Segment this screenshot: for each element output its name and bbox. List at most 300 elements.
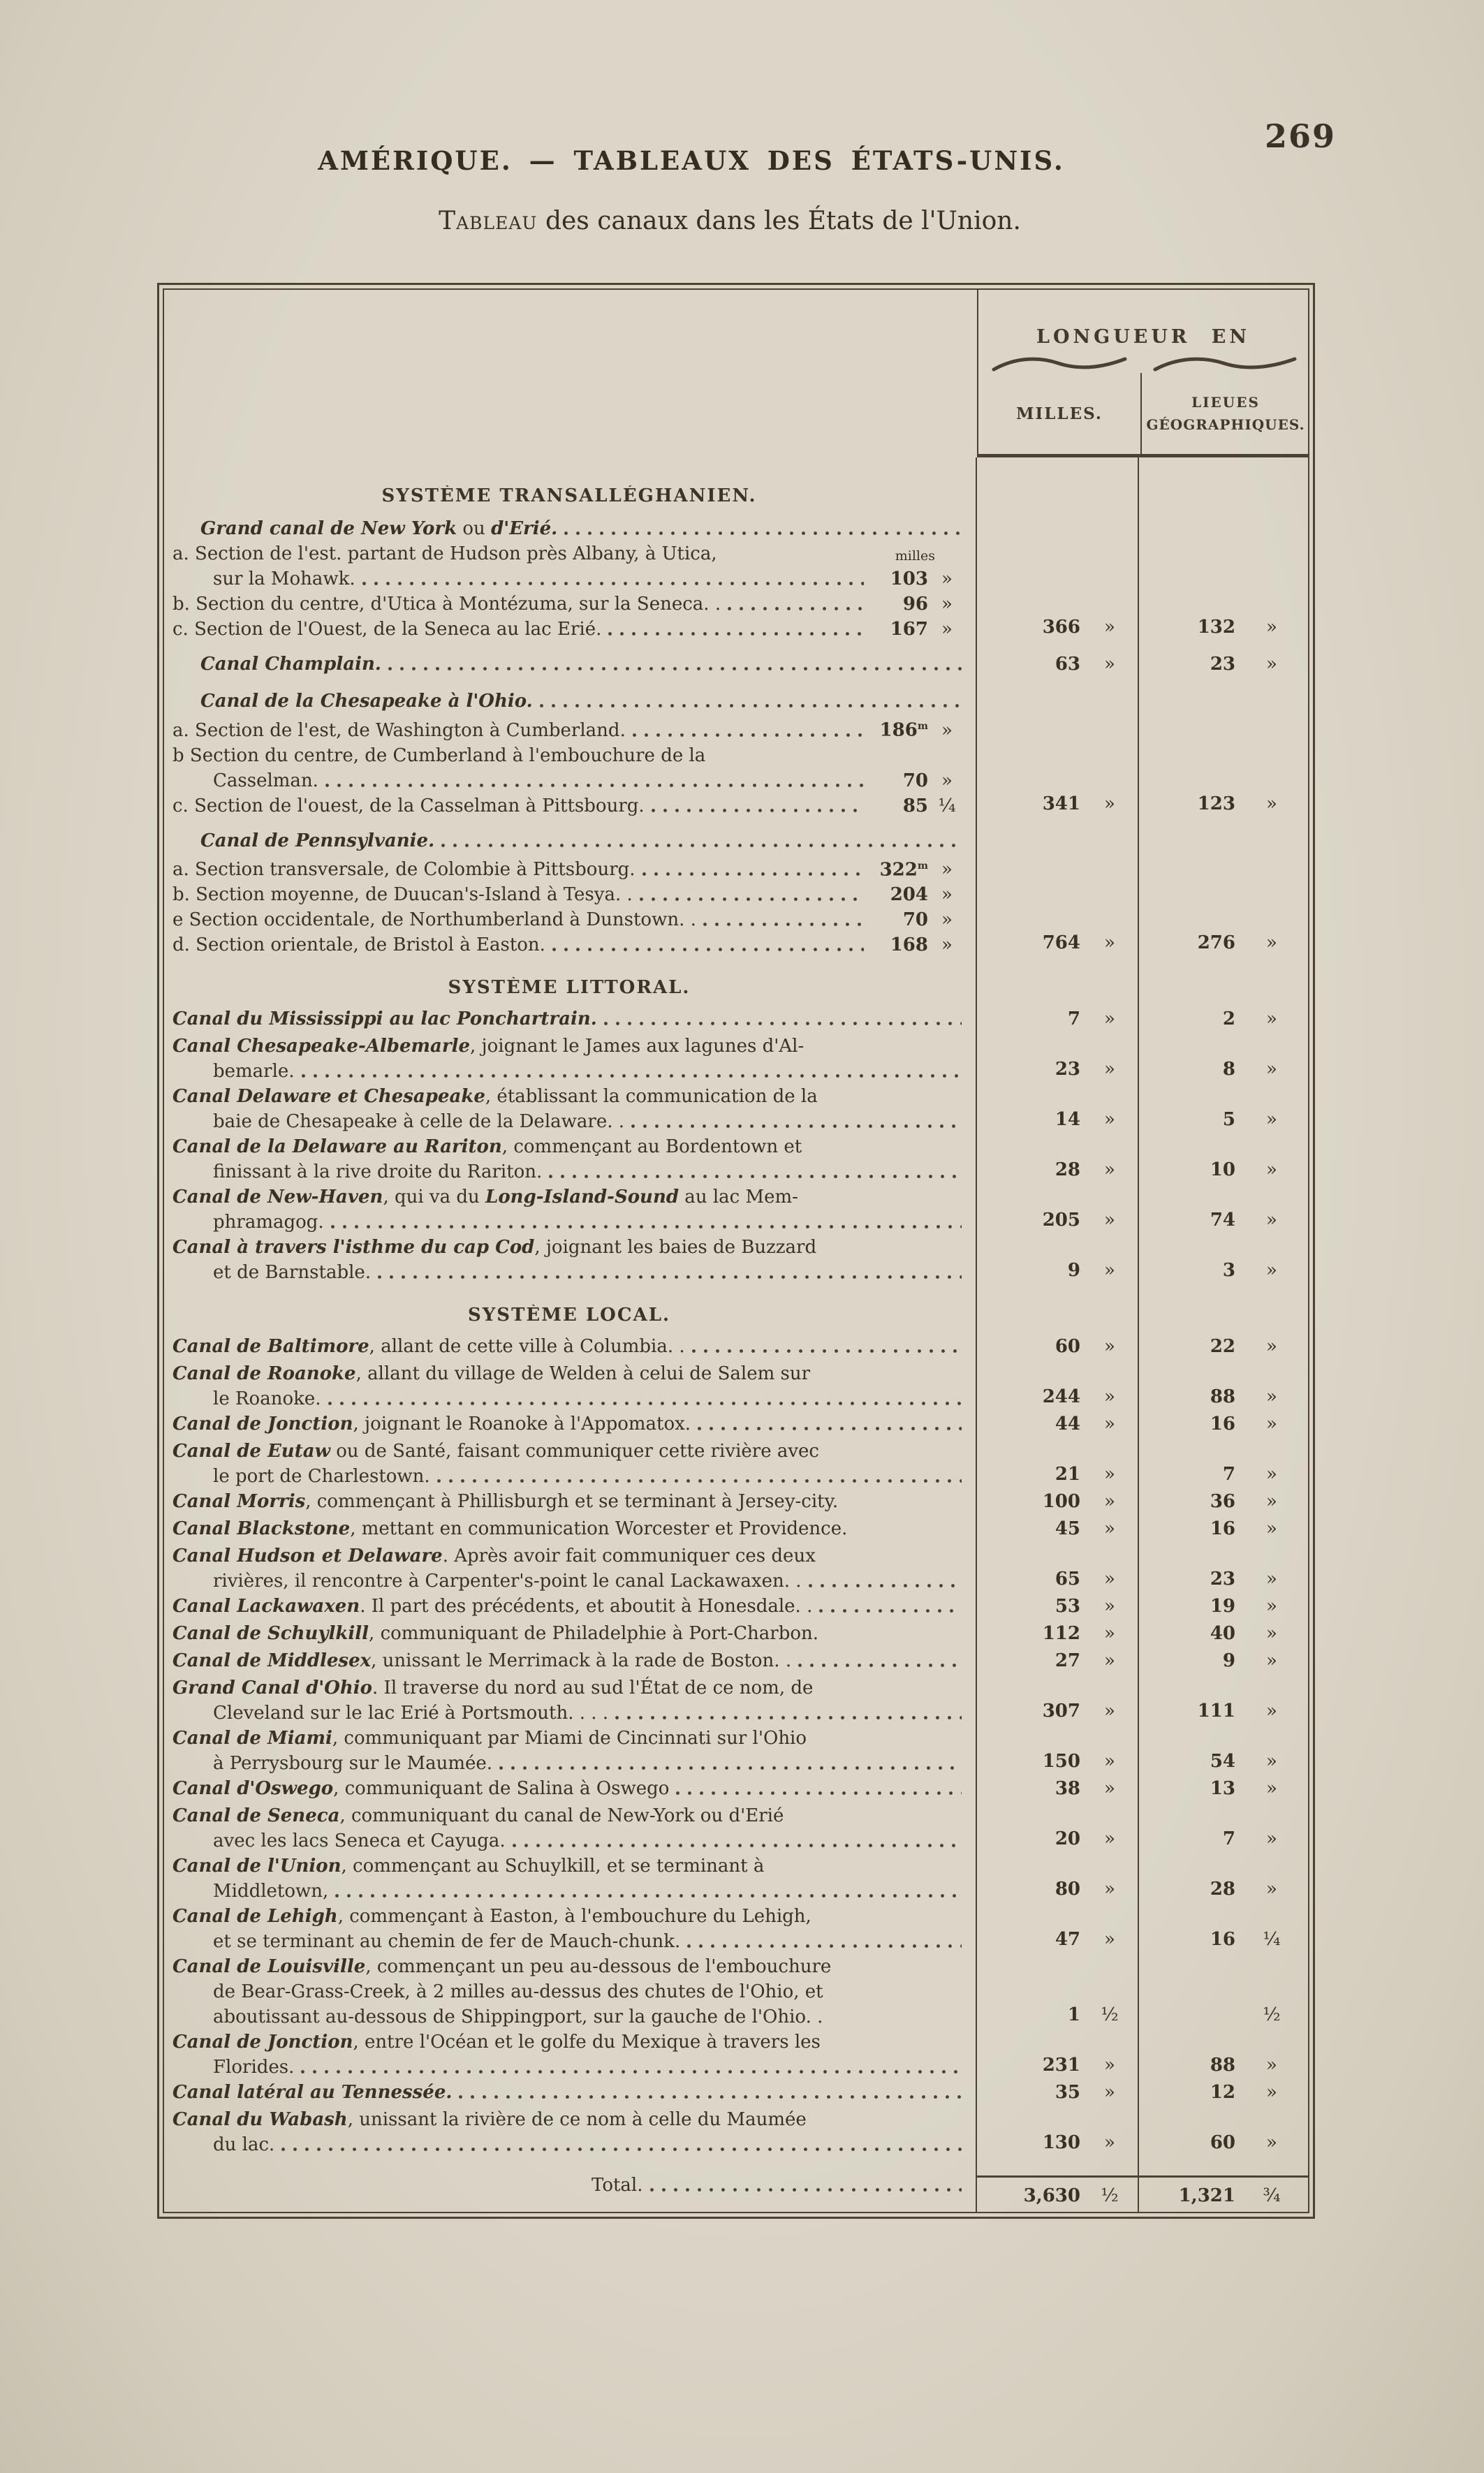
dot-leader [615, 1716, 962, 1719]
entry-text: , commençant à Easton, à l'embouchure du Lehigh, [337, 1906, 811, 1928]
total-label-line [172, 2173, 966, 2198]
ditto-mark: » [941, 934, 953, 956]
ditto-mark: » [1266, 1260, 1277, 1282]
canal-name: Canal à travers l'isthme du cap Cod [172, 1237, 535, 1258]
entry-line [172, 1569, 966, 1594]
entry-line [172, 1979, 966, 2004]
table-row [164, 1334, 1308, 1361]
milles-cell [977, 1803, 1139, 1854]
length-number: 167 [890, 619, 928, 640]
designation-header-blank [164, 290, 977, 457]
milles-cell [977, 2107, 1139, 2157]
section-title: SYSTÈME LOCAL. [467, 1305, 671, 1326]
milles-cell [977, 1235, 1139, 1285]
table-row [164, 2080, 1308, 2107]
lieues-value: 7 [1222, 1464, 1235, 1485]
canal-name: Grand Canal d'Ohio [172, 1678, 373, 1699]
ditto-mark: » [1104, 1623, 1115, 1645]
designation-cell [164, 689, 977, 819]
canal-name: Canal de Miami [172, 1728, 332, 1749]
length-number: 168 [890, 934, 928, 956]
entry-line [172, 1621, 966, 1646]
unit-superscript: m [917, 860, 928, 872]
milles-cell [977, 1776, 1139, 1803]
ditto-mark: » [1104, 1210, 1115, 1231]
entry-line [172, 2004, 966, 2030]
entry-line [172, 1543, 966, 1569]
ditto-mark: » [1104, 1336, 1115, 1358]
running-head: AMÉRIQUE. — TABLEAUX DES ÉTATS-UNIS. [318, 145, 1065, 176]
canal-name: Canal de Jonction [172, 1414, 353, 1435]
dot-leader [564, 531, 962, 535]
milles-cell [977, 977, 1139, 998]
lieues-value: 3 [1222, 1260, 1235, 1282]
canal-name: Grand canal de New York [200, 518, 457, 539]
entry-line [172, 1726, 966, 1751]
canal-name: Canal Hudson et Delaware [172, 1546, 443, 1567]
entry-text: a. Section de l'est. partant de Hudson près Albany, à Utica, [172, 543, 717, 564]
inline-length-value [868, 592, 928, 617]
canal-name: Canal de New-Haven [172, 1187, 383, 1208]
lieues-cell [1139, 516, 1308, 642]
milles-value: 14 [1055, 1109, 1080, 1131]
lieues-cell [1139, 977, 1308, 998]
entry-text: à Perrysbourg sur le Maumée. [213, 1753, 493, 1775]
entry-line [172, 1776, 966, 1801]
ditto-mark: » [1266, 2132, 1277, 2154]
entry-text: b. Section moyenne, de Duucan's-Island à Tesya. . [172, 884, 633, 906]
lieues-cell [1139, 1594, 1308, 1621]
dot-leader [325, 784, 864, 787]
length-subcolumns [978, 373, 1308, 454]
entry-line [172, 1361, 966, 1386]
milles-value: 53 [1055, 1596, 1080, 1617]
milles-value: 65 [1055, 1569, 1080, 1590]
milles-value: 366 [1042, 617, 1080, 638]
entry-line [172, 1260, 966, 1285]
canal-name: Canal de la Delaware au Rariton [172, 1136, 502, 1158]
entry-line [172, 1879, 966, 1904]
milles-value: 80 [1055, 1879, 1080, 1900]
entry-text: , commençant à Phillisburgh et se terminant à Jersey-city. [305, 1491, 839, 1513]
dot-leader [692, 1349, 962, 1353]
lieues-cell [1139, 1954, 1308, 2030]
entry-line [172, 1594, 966, 1619]
entry-text: , commençant au Bordentown et [501, 1136, 802, 1158]
entry-text: au lac Mem- [679, 1187, 798, 1208]
length-number: 204 [890, 884, 928, 906]
entry-text: b Section du centre, de Cumberland à l'embouchure de la [172, 744, 706, 766]
entry-line [172, 828, 966, 853]
ditto-mark: » [1104, 1518, 1115, 1540]
designation-cell [164, 2173, 977, 2210]
designation-cell [164, 1648, 977, 1675]
milles-cell [977, 1334, 1139, 1361]
table-row [164, 1803, 1308, 1854]
lieues-value: 10 [1210, 1159, 1235, 1181]
table-row [164, 1594, 1308, 1621]
designation-cell [164, 2107, 977, 2157]
lieues-cell [1139, 1675, 1308, 1726]
table-row [164, 1411, 1308, 1439]
entry-text: , unissant la rivière de ce nom à celle du Maumée [347, 2109, 807, 2131]
inline-length-value [868, 768, 928, 793]
designation-cell [164, 1334, 977, 1361]
table-row [164, 1134, 1308, 1184]
brace-milles-icon [978, 355, 1140, 373]
lieues-value: 16 [1210, 1518, 1235, 1540]
section-header-row [164, 1305, 1308, 1326]
canal-name: Canal de Pennsylvanie. [200, 830, 435, 851]
ditto-mark: » [1266, 1569, 1277, 1590]
table-header [164, 290, 1308, 457]
dot-leader [540, 704, 962, 707]
entry-line [172, 1751, 966, 1776]
table-row [164, 1006, 1308, 1034]
entry-line [172, 793, 966, 819]
entry-text: ou [457, 518, 492, 539]
entry-line [172, 1516, 966, 1541]
ditto-mark: » [1266, 1828, 1277, 1850]
inline-length-value [868, 853, 928, 883]
entry-line [172, 1034, 966, 1059]
milles-cell [977, 1543, 1139, 1594]
lieues-value: 276 [1197, 932, 1235, 954]
milles-cell [977, 1904, 1139, 1954]
entry-line [172, 1210, 966, 1235]
lieues-value: 111 [1197, 1701, 1235, 1722]
milles-value: 7 [1067, 1008, 1080, 1030]
entry-line [172, 1904, 966, 1929]
ditto-mark: » [1266, 1879, 1277, 1900]
entry-text: , joignant les baies de Buzzard [534, 1237, 817, 1258]
milles-value: 3,630 [1023, 2185, 1080, 2207]
milles-value: 20 [1055, 1828, 1080, 1850]
entry-line [172, 689, 966, 714]
table-row [164, 1361, 1308, 1411]
ditto-mark: » [1104, 1569, 1115, 1590]
milles-cell [977, 1854, 1139, 1904]
designation-cell [164, 1594, 977, 1621]
milles-value: 47 [1055, 1929, 1080, 1951]
milles-value: 45 [1055, 1518, 1080, 1540]
entry-text: , allant de cette ville à Columbia. . [369, 1336, 685, 1358]
ditto-mark: » [1266, 1596, 1277, 1617]
dot-leader [331, 1225, 962, 1228]
designation-cell [164, 516, 977, 642]
canal-name: Canal de Louisville [172, 1956, 366, 1978]
lieues-value: 16 [1210, 1929, 1235, 1951]
dot-leader [388, 667, 962, 670]
inline-length-value [868, 793, 928, 819]
lieues-cell [1139, 1854, 1308, 1904]
ditto-mark: ¼ [1263, 1929, 1281, 1951]
table-outer-frame [157, 283, 1315, 2219]
entry-line [172, 1134, 966, 1159]
ditto-mark: » [1104, 1650, 1115, 1672]
milles-value: 764 [1042, 932, 1080, 954]
entry-line [172, 516, 966, 541]
canal-name: Canal Champlain. [200, 654, 381, 675]
ditto-mark: » [1104, 1464, 1115, 1485]
lieues-value: 7 [1222, 1828, 1235, 1850]
lieues-cell [1139, 1439, 1308, 1489]
dot-leader [631, 1124, 962, 1128]
entry-line [172, 1464, 966, 1489]
milles-value: 23 [1055, 1059, 1080, 1080]
inline-length-value [868, 566, 928, 592]
ditto-mark: » [1266, 1059, 1277, 1080]
ditto-mark: » [1104, 617, 1115, 638]
milles-cell [977, 2080, 1139, 2107]
ditto-mark: » [1266, 793, 1277, 814]
table-row [164, 1439, 1308, 1489]
dot-leader [676, 1791, 962, 1795]
inline-length-value [868, 932, 928, 957]
designation-cell [164, 1904, 977, 1954]
entry-text: rivières, il rencontre à Carpenter's-point le canal Lackawaxen. . [213, 1571, 802, 1592]
dot-leader [301, 2070, 962, 2074]
table-row [164, 2107, 1308, 2157]
table-row [164, 1489, 1308, 1516]
lieues-cell [1139, 1184, 1308, 1235]
lieues-value: 132 [1197, 617, 1235, 638]
milles-value: 60 [1055, 1336, 1080, 1358]
milles-value: 63 [1055, 654, 1080, 675]
lieues-value: 28 [1210, 1879, 1235, 1900]
milles-cell [977, 652, 1139, 679]
milles-cell [977, 1594, 1139, 1621]
section-header-row [164, 485, 1308, 506]
entry-line [172, 1006, 966, 1032]
canal-name: Canal de Middlesex [172, 1650, 372, 1672]
entry-text: a. Section transversale, de Colombie à Pittsbourg. [172, 859, 636, 881]
milles-cell [977, 1621, 1139, 1648]
entry-text: avec les lacs Seneca et Cayuga. [213, 1830, 506, 1852]
entry-line [172, 1701, 966, 1726]
section-title: SYSTÈME TRANSALLÉGHANIEN. [381, 485, 757, 506]
milles-cell [977, 1184, 1139, 1235]
ditto-mark: » [941, 719, 953, 741]
dot-leader [608, 632, 864, 636]
table-row [164, 1184, 1308, 1235]
entry-text: de Bear-Grass-Creek, à 2 milles au-dessus des chutes de l'Ohio, et [213, 1981, 823, 2003]
entry-text: c. Section de l'Ouest, de la Seneca au lac Erié. [172, 619, 602, 640]
designation-cell [164, 2080, 977, 2107]
milles-value: 38 [1055, 1778, 1080, 1800]
milles-value: 130 [1042, 2132, 1080, 2154]
entry-text: du lac. [213, 2134, 275, 2156]
dot-leader [335, 1894, 962, 1898]
entry-line [172, 932, 966, 957]
entry-line [172, 1334, 966, 1359]
canal-name: Canal de Lehigh [172, 1906, 338, 1928]
ditto-mark: » [1266, 1109, 1277, 1131]
entry-line [172, 541, 966, 566]
ditto-mark: » [941, 909, 953, 931]
dot-leader [652, 809, 864, 812]
lieues-cell [1139, 2175, 1308, 2210]
canal-name: Canal de Baltimore [172, 1336, 369, 1358]
milles-value: 100 [1042, 1491, 1080, 1513]
designation-cell [164, 1803, 977, 1854]
entry-line [172, 882, 966, 907]
entry-line [172, 743, 966, 768]
milles-value: 28 [1055, 1159, 1080, 1181]
designation-cell [164, 1361, 977, 1411]
designation-cell [164, 1776, 977, 1803]
entry-text: , établissant la communication de la [485, 1086, 818, 1108]
ditto-mark: » [1104, 1596, 1115, 1617]
lieues-value: 2 [1222, 1008, 1235, 1030]
ditto-mark: ½ [1263, 2004, 1281, 2026]
dot-leader [437, 1479, 962, 1483]
entry-text: bemarle. [213, 1061, 295, 1083]
lieues-cell [1139, 1648, 1308, 1675]
ditto-mark: ½ [1101, 2004, 1119, 2026]
milles-cell [977, 1134, 1139, 1184]
lieues-cell [1139, 1489, 1308, 1516]
dot-leader [362, 582, 864, 585]
entry-line [172, 1854, 966, 1879]
entry-text: baie de Chesapeake à celle de la Delaware. . [213, 1111, 624, 1133]
entry-text: , commençant au Schuylkill, et se terminant à [341, 1856, 765, 1877]
dot-leader [604, 1022, 962, 1025]
milles-cell [977, 516, 1139, 642]
page-number: 269 [1264, 117, 1336, 155]
ditto-mark: » [1104, 1008, 1115, 1030]
table-row [164, 652, 1308, 679]
lieues-value: 12 [1210, 2082, 1235, 2104]
canal-name: Canal Lackawaxen [172, 1596, 360, 1617]
ditto-mark: » [1266, 1701, 1277, 1722]
ditto-mark: » [1266, 1751, 1277, 1773]
table-inner-frame [163, 288, 1309, 2213]
lieues-value: 23 [1210, 654, 1235, 675]
length-header-label: LONGUEUR EN [1036, 326, 1250, 348]
ditto-mark: » [1266, 617, 1277, 638]
ditto-mark: » [1104, 932, 1115, 954]
table-caption [0, 207, 1460, 235]
lieues-cell [1139, 2080, 1308, 2107]
entry-line [172, 1084, 966, 1109]
ditto-mark: » [1266, 1518, 1277, 1540]
entry-line [172, 1489, 966, 1514]
designation-cell [164, 1411, 977, 1439]
brace-lieues-icon [1140, 355, 1309, 373]
entry-line [172, 2132, 966, 2157]
dot-leader [650, 2188, 962, 2192]
lieues-cell [1139, 1726, 1308, 1776]
milles-value: 205 [1042, 1210, 1080, 1231]
entry-text: sur la Mohawk. [213, 568, 355, 589]
milles-cell [977, 1006, 1139, 1034]
designation-cell [164, 1084, 977, 1134]
designation-cell [164, 1854, 977, 1904]
dot-leader [281, 2148, 962, 2151]
table-row [164, 828, 1308, 958]
dot-leader [687, 1944, 962, 1948]
milles-cell [977, 1305, 1139, 1326]
dot-leader [378, 1275, 962, 1279]
ditto-mark: » [941, 568, 953, 589]
table-row [164, 1726, 1308, 1776]
entry-text: et se terminant au chemin de fer de Mauch-chunk. [213, 1931, 681, 1953]
table-row [164, 1084, 1308, 1134]
entry-line [172, 2080, 966, 2105]
dot-leader [698, 1427, 962, 1430]
inline-length-value [868, 907, 928, 932]
table-row [164, 1854, 1308, 1904]
milles-value: 27 [1055, 1650, 1080, 1672]
table-row [164, 2030, 1308, 2080]
entry-line [172, 1954, 966, 1979]
entry-text: a. Section de l'est, de Washington à Cumberland. [172, 719, 626, 741]
lieues-cell [1139, 1361, 1308, 1411]
lieues-cell [1139, 1516, 1308, 1543]
designation-cell [164, 2030, 977, 2080]
table-caption-rest: des canaux dans les États de l'Union. [537, 207, 1021, 235]
milles-cell [977, 1411, 1139, 1439]
entry-line [172, 1929, 966, 1954]
ditto-mark: » [1266, 1778, 1277, 1800]
entry-line [172, 1109, 966, 1134]
ditto-mark: » [941, 619, 953, 640]
ditto-mark: » [1266, 2082, 1277, 2104]
canal-name: Canal Chesapeake-Albemarle [172, 1036, 471, 1057]
entry-line [172, 1439, 966, 1464]
dot-leader [441, 844, 962, 847]
lieues-value: 74 [1210, 1210, 1235, 1231]
milles-value: 44 [1055, 1414, 1080, 1435]
dot-leader [328, 1402, 962, 1405]
header-braces [978, 355, 1308, 373]
table-row [164, 1675, 1308, 1726]
milles-value: 341 [1042, 793, 1080, 814]
canal-name: Canal de Eutaw [172, 1441, 330, 1462]
lieues-cell [1139, 828, 1308, 958]
canal-name: Canal du Mississippi au lac Ponchartrain. [172, 1008, 597, 1030]
lieues-cell [1139, 2030, 1308, 2080]
milles-cell [977, 1034, 1139, 1084]
lieues-value: 1,321 [1178, 2185, 1235, 2207]
dot-leader [499, 1766, 962, 1770]
canal-name: d'Erié. [491, 518, 558, 539]
milles-cell [977, 2030, 1139, 2080]
lieues-cell [1139, 1543, 1308, 1594]
milles-cell [977, 1516, 1139, 1543]
ditto-mark: » [1104, 1751, 1115, 1773]
entry-line [172, 1675, 966, 1701]
entry-line [172, 1386, 966, 1411]
entry-text: finissant à la rive droite du Rariton. [213, 1161, 543, 1183]
designation-cell [164, 1006, 977, 1034]
milles-unit-tag: milles [895, 548, 935, 564]
entry-line [172, 1235, 966, 1260]
entry-text: Casselman. [213, 770, 318, 791]
milles-value: 35 [1055, 2082, 1080, 2104]
lieues-cell [1139, 1803, 1308, 1854]
entry-text: , communiquant de Philadelphie à Port-Charbon. [369, 1623, 819, 1645]
entry-line [172, 1059, 966, 1084]
table-row [164, 689, 1308, 819]
lieues-value: 54 [1210, 1751, 1235, 1773]
ditto-mark: » [1104, 1109, 1115, 1131]
section-title: SYSTÈME LITTORAL. [448, 977, 691, 999]
designation-cell [164, 1235, 977, 1285]
table-row [164, 1621, 1308, 1648]
entry-text: . Il part des précédents, et aboutit à Honesdale. . [360, 1596, 813, 1617]
